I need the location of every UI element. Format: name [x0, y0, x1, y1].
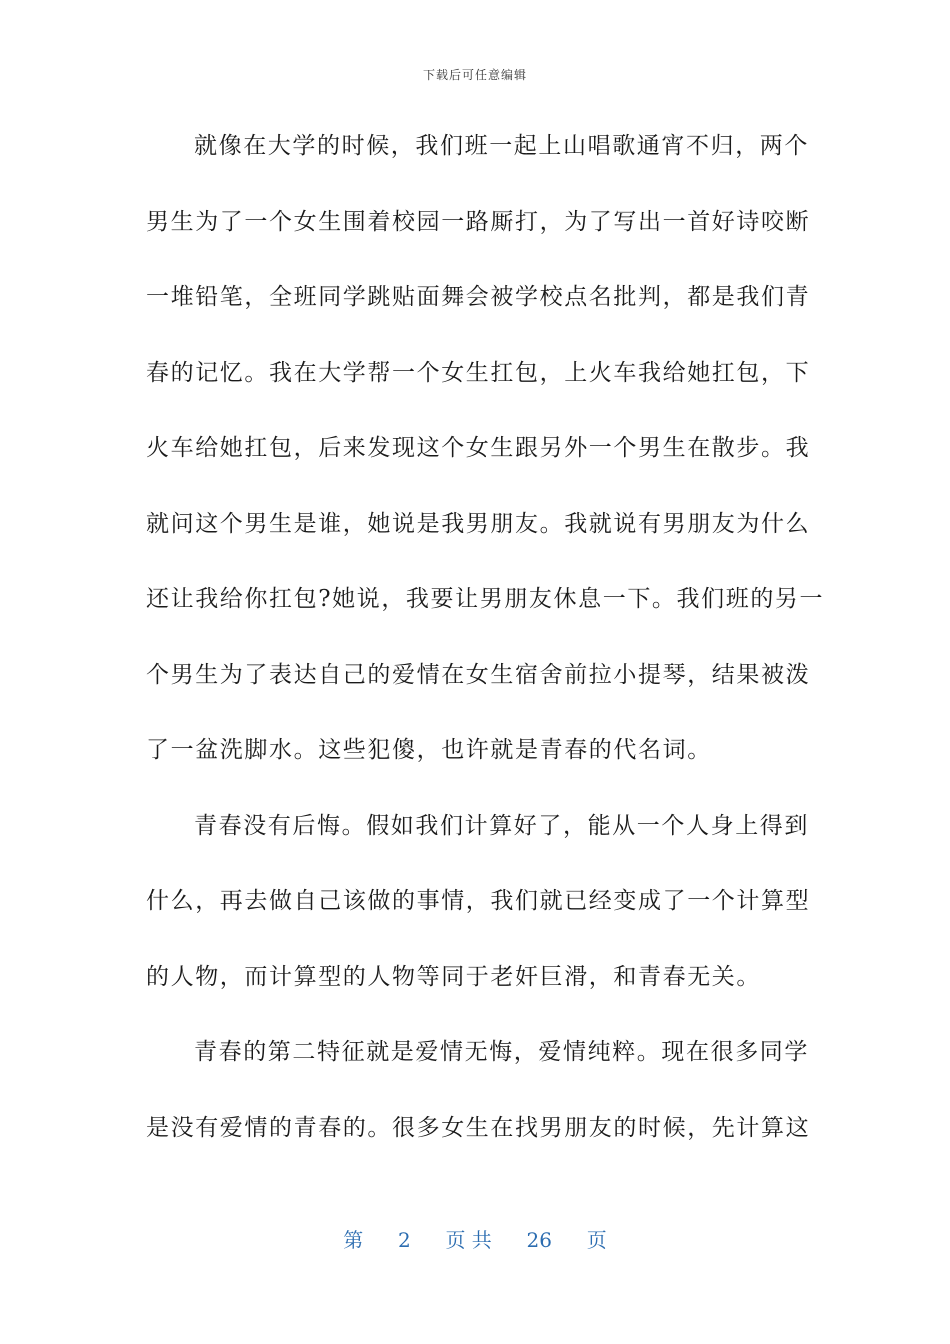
document-body — [146, 120, 825, 1177]
footer-middle: 页 共 — [445, 1228, 492, 1252]
footer-suffix: 页 — [586, 1228, 607, 1252]
text-line: 就像在大学的时候，我们班一起上山唱歌通宵不归，两个 — [194, 133, 809, 159]
text-line: 一堆铅笔，全班同学跳贴面舞会被学校点名批判，都是我们青 — [146, 284, 811, 310]
text-line: 的人物，而计算型的人物等同于老奸巨滑，和青春无关。 — [146, 963, 761, 990]
paragraph — [146, 1026, 811, 1177]
page-header: 下载后可任意编辑 — [422, 68, 527, 82]
text-line: 就问这个男生是谁，她说是我男朋友。我就说有男朋友为什么 — [146, 510, 811, 537]
text-line: 了一盆洗脚水。这些犯傻，也许就是青春的代名词。 — [146, 737, 712, 763]
paragraph — [146, 120, 825, 800]
current-page-number: 2 — [398, 1228, 411, 1252]
paragraph — [146, 800, 811, 1027]
text-line: 个男生为了表达自己的爱情在女生宿舍前拉小提琴，结果被泼 — [146, 661, 811, 688]
text-line: 青春没有后悔。假如我们计算好了，能从一个人身上得到 — [194, 812, 809, 839]
text-line: 什么，再去做自己该做的事情，我们就已经变成了一个计算型 — [146, 888, 811, 914]
text-line: 青春的第二特征就是爱情无悔，爱情纯粹。现在很多同学 — [194, 1039, 809, 1065]
text-line: 还让我给你扛包?她说，我要让男朋友休息一下。我们班的另一 — [146, 586, 825, 612]
text-line: 火车给她扛包，后来发现这个女生跟另外一个男生在散步。我 — [146, 435, 811, 461]
text-line: 男生为了一个女生围着校园一路厮打，为了写出一首好诗咬断 — [146, 208, 811, 235]
text-line: 春的记忆。我在大学帮一个女生扛包，上火车我给她扛包，下 — [146, 359, 811, 386]
page-footer — [0, 1224, 950, 1253]
total-pages: 26 — [526, 1228, 552, 1252]
footer-prefix: 第 — [343, 1228, 364, 1252]
text-line: 是没有爱情的青春的。很多女生在找男朋友的时候，先计算这 — [146, 1114, 811, 1141]
